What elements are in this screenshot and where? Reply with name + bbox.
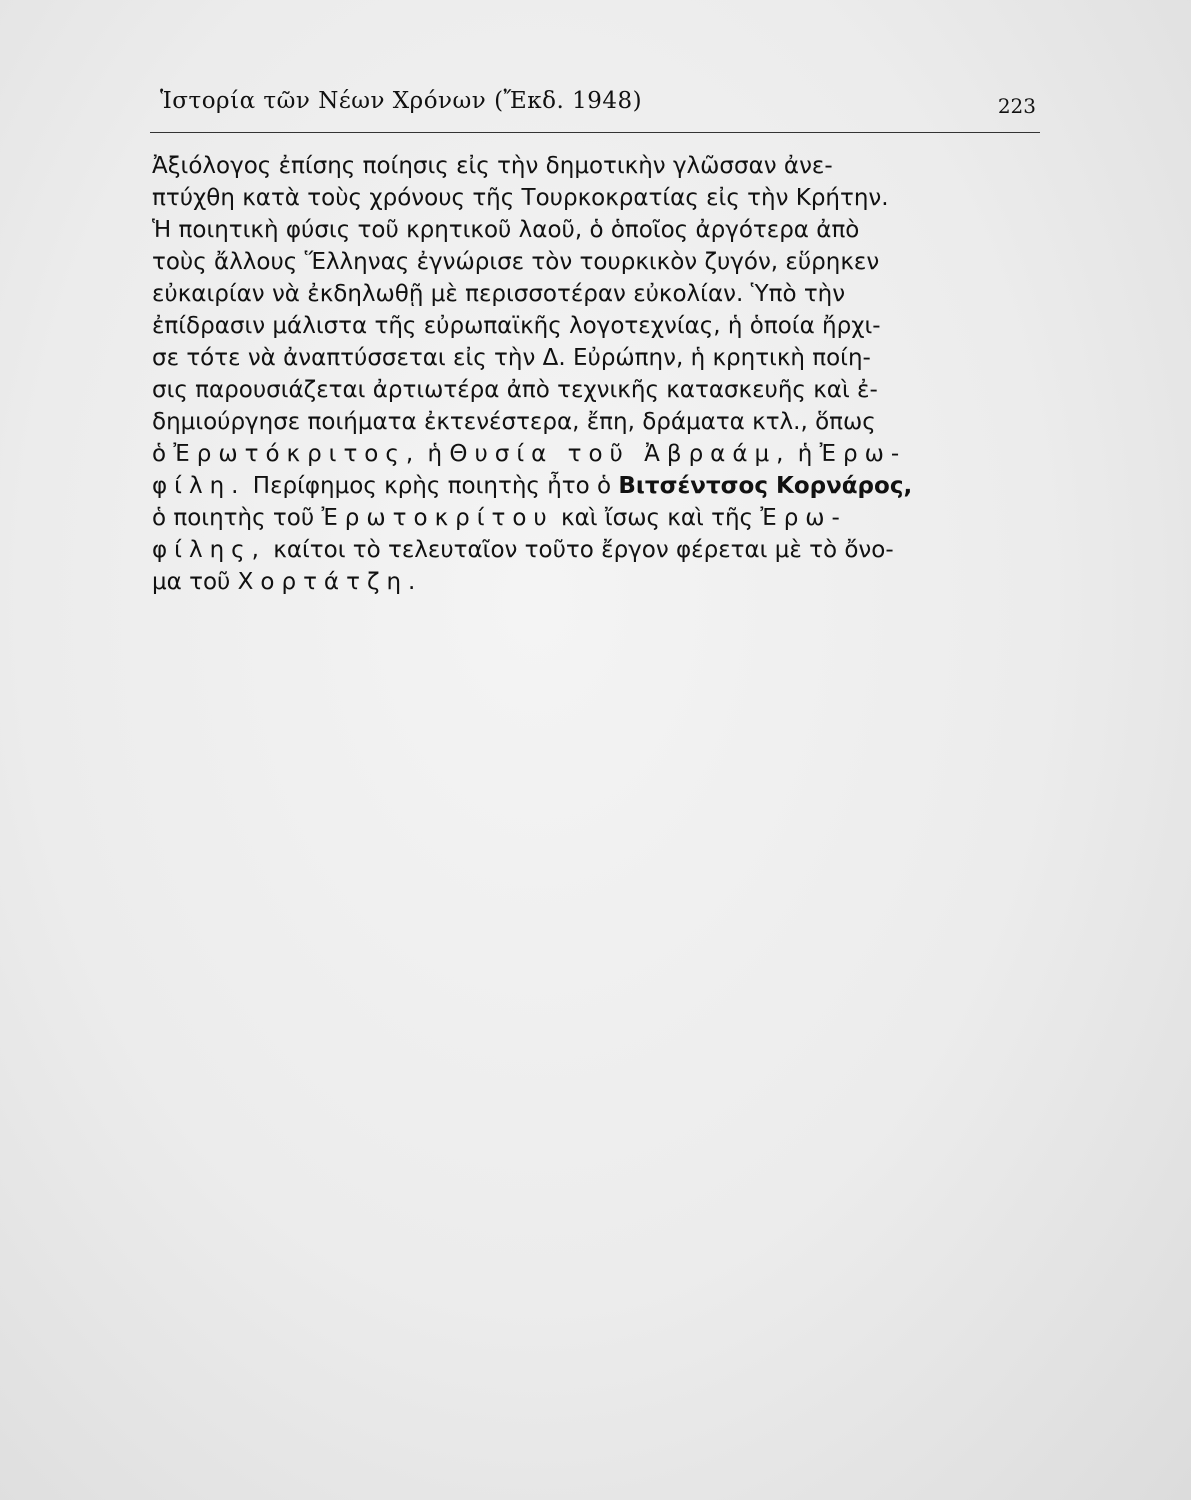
work-title-erofilis: Ἐρω- [760, 505, 847, 531]
text-line: τοὺς ἄλλους Ἕλληνας ἐγνώρισε τὸν τουρκικὸν ζυγόν, εὕρηκεν [152, 249, 880, 275]
author-name: Βιτσέντσος Κορνάρος, [618, 473, 913, 499]
page-number: 223 [997, 94, 1036, 118]
work-title-erotokritou: Ἐρωτοκρίτου [321, 505, 554, 531]
text-line: Ἡ ποιητικὴ φύσις τοῦ κρητικοῦ λαοῦ, ὁ ὁποῖος ἀργότερα ἀπὸ [152, 217, 860, 243]
header-title: Ἱστορία τῶν Νέων Χρόνων (Ἔκδ. 1948) [160, 88, 643, 114]
text-line [152, 438, 1052, 470]
text-run: ἡ [420, 441, 450, 467]
text-line: Ἀξιόλογος ἐπίσης ποίησις εἰς τὴν δημοτικὴν γλῶσσαν ἀνε- [152, 153, 833, 179]
work-title-erotokritos: Ἐρωτόκριτος, [173, 441, 421, 467]
text-run: ὁ ποιητὴς τοῦ [152, 505, 322, 531]
text-line: ἐπίδρασιν μάλιστα τῆς εὐρωπαϊκῆς λογοτεχνίας, ἡ ὁποία ἤρχι- [152, 313, 881, 339]
text-run: ἡ [790, 441, 820, 467]
text-line: εὐκαιρίαν νὰ ἐκδηλωθῇ μὲ περισσοτέραν εὐκολίαν. Ὑπὸ τὴν [152, 281, 846, 307]
text-run: καίτοι τὸ τελευταῖον τοῦτο ἔργον φέρεται μὲ τὸ ὄνο- [265, 537, 894, 563]
text-line: δημιούργησε ποιήματα ἐκτενέστερα, ἔπη, δράματα κτλ., ὅπως [152, 409, 876, 435]
work-title-erofilis: φίλης, [152, 537, 266, 563]
text-line: πτύχθη κατὰ τοὺς χρόνους τῆς Τουρκοκρατίας εἰς τὴν Κρήτην. [152, 185, 889, 211]
text-line [152, 534, 1052, 566]
text-run: καὶ ἴσως καὶ τῆς [553, 505, 761, 531]
body-text [152, 150, 1052, 598]
work-title-erofili: Ἐρω- [819, 441, 907, 467]
text-run: ὁ [152, 441, 174, 467]
work-title-erofili: φίλη. [152, 473, 246, 499]
text-line: σις παρουσιάζεται ἀρτιωτέρα ἀπὸ τεχνικῆς κατασκευῆς καὶ ἐ- [152, 377, 878, 403]
text-line [152, 566, 1052, 598]
running-header [150, 82, 1040, 133]
text-run: μα τοῦ [152, 569, 238, 595]
text-line: σε τότε νὰ ἀναπτύσσεται εἰς τὴν Δ. Εὐρώπην, ἡ κρητικὴ ποίη- [152, 345, 871, 371]
text-line [152, 470, 1052, 502]
author-name-chortatzis: Χορτάτζη. [237, 569, 423, 595]
work-title-thysia: Θυσία τοῦ Ἀβραάμ, [449, 441, 791, 467]
text-run: Περίφημος κρὴς ποιητὴς ἦτο ὁ [245, 473, 619, 499]
text-line [152, 502, 1052, 534]
